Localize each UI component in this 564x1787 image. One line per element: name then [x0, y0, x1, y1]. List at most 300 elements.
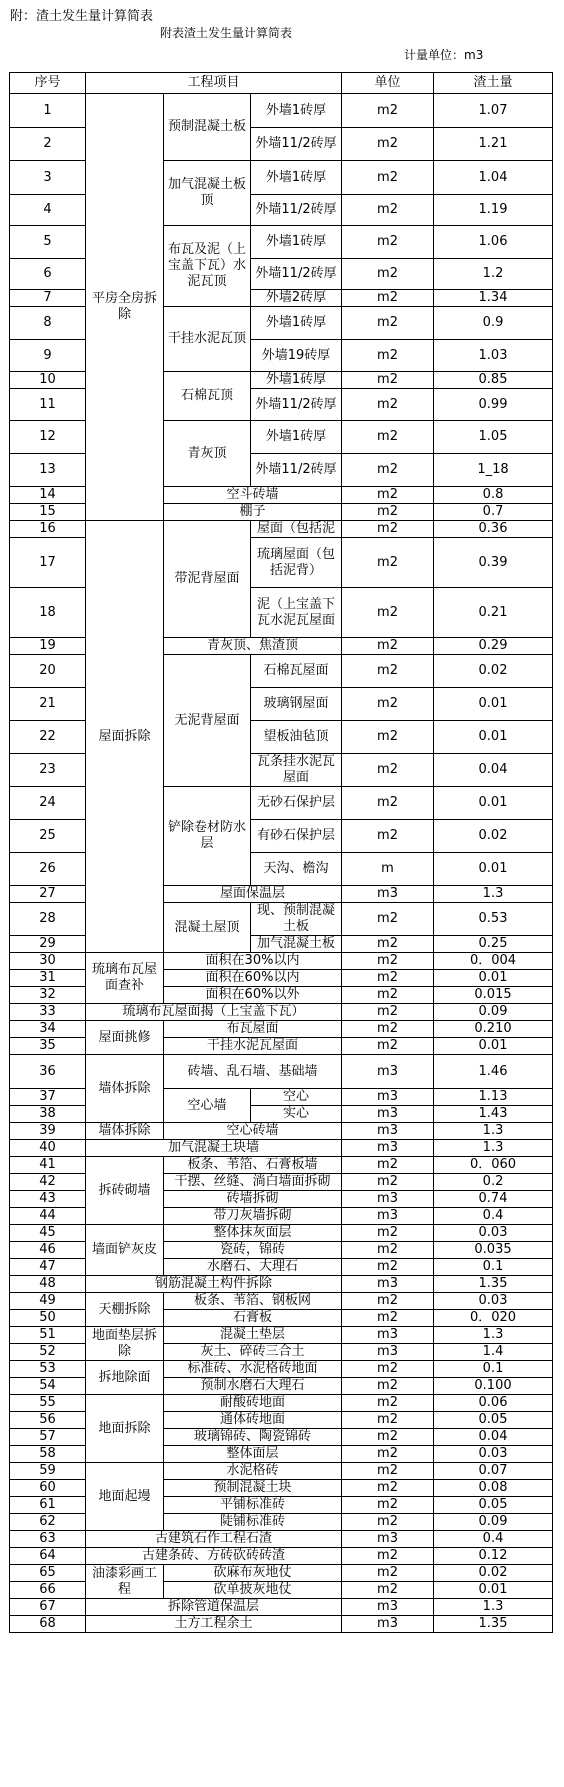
item-cell: 棚子 — [164, 504, 342, 521]
group-cell: 地面拆除 — [86, 1395, 164, 1463]
unit-cell: m2 — [342, 588, 434, 638]
unit-cell: m2 — [342, 1429, 434, 1446]
amount-cell: 1.35 — [434, 1616, 553, 1633]
amount-cell: 0.06 — [434, 1395, 553, 1412]
item-cell: 外墙11/2砖厚 — [251, 389, 342, 421]
row-number: 20 — [10, 655, 86, 688]
row-number: 27 — [10, 886, 86, 903]
row-number: 4 — [10, 195, 86, 226]
row-number: 37 — [10, 1089, 86, 1106]
amount-cell: 0.01 — [434, 1582, 553, 1599]
row-number: 17 — [10, 538, 86, 588]
row-number: 50 — [10, 1310, 86, 1327]
row-number: 11 — [10, 389, 86, 421]
amount-cell: 1.05 — [434, 421, 553, 454]
unit-cell: m2 — [342, 1463, 434, 1480]
row-number: 28 — [10, 903, 86, 936]
amount-cell: 0.01 — [434, 853, 553, 886]
unit-cell: m2 — [342, 638, 434, 655]
amount-cell: 0.09 — [434, 1514, 553, 1531]
unit-cell: m2 — [342, 259, 434, 290]
debris-table — [9, 72, 553, 1633]
amount-cell: 0.01 — [434, 688, 553, 721]
row-number: 67 — [10, 1599, 86, 1616]
row-number: 8 — [10, 307, 86, 340]
unit-cell: m2 — [342, 290, 434, 307]
row-number: 46 — [10, 1242, 86, 1259]
unit-cell: m3 — [342, 1055, 434, 1089]
item-cell: 有砂石保护层 — [251, 820, 342, 853]
table-row — [10, 1276, 553, 1293]
unit-cell: m2 — [342, 1480, 434, 1497]
unit-cell: m2 — [342, 970, 434, 987]
row-number: 26 — [10, 853, 86, 886]
amount-cell: 0．004 — [434, 953, 553, 970]
row-number: 63 — [10, 1531, 86, 1548]
unit-cell: m2 — [342, 538, 434, 588]
row-number: 6 — [10, 259, 86, 290]
table-row — [10, 1140, 553, 1157]
amount-cell: 0.02 — [434, 655, 553, 688]
amount-cell: 0.12 — [434, 1548, 553, 1565]
amount-cell: 0.03 — [434, 1225, 553, 1242]
unit-cell: m2 — [342, 521, 434, 538]
item-cell: 古建筑石作工程石渣 — [86, 1531, 342, 1548]
unit-cell: m2 — [342, 655, 434, 688]
amount-cell: 0.8 — [434, 487, 553, 504]
sub-cell: 带泥背屋面 — [164, 521, 251, 638]
row-number: 60 — [10, 1480, 86, 1497]
unit-cell: m2 — [342, 1242, 434, 1259]
header-no: 序号 — [10, 73, 86, 94]
item-cell: 加气混凝土板 — [251, 936, 342, 953]
unit-cell: m3 — [342, 1208, 434, 1225]
amount-cell: 0.99 — [434, 389, 553, 421]
group-cell: 平房全房拆除 — [86, 94, 164, 521]
unit-cell: m2 — [342, 1038, 434, 1055]
sub-cell: 无泥背屋面 — [164, 655, 251, 787]
item-cell: 干挂水泥瓦屋面 — [164, 1038, 342, 1055]
row-number: 31 — [10, 970, 86, 987]
item-cell: 砍麻布灰地仗 — [164, 1565, 342, 1582]
item-cell: 外墙2砖厚 — [251, 290, 342, 307]
row-number: 19 — [10, 638, 86, 655]
amount-cell: 1.13 — [434, 1089, 553, 1106]
amount-cell: 1.07 — [434, 94, 553, 128]
amount-cell: 1.3 — [434, 1140, 553, 1157]
amount-cell: 0.1 — [434, 1361, 553, 1378]
item-cell: 砍单披灰地仗 — [164, 1582, 342, 1599]
unit-cell: m2 — [342, 1225, 434, 1242]
amount-cell: 0.07 — [434, 1463, 553, 1480]
amount-cell: 0.02 — [434, 820, 553, 853]
table-row — [10, 521, 553, 538]
item-cell: 望板油毡顶 — [251, 721, 342, 754]
item-cell: 整体抹灰面层 — [164, 1225, 342, 1242]
row-number: 29 — [10, 936, 86, 953]
amount-cell: 1.03 — [434, 340, 553, 372]
unit-cell: m2 — [342, 1514, 434, 1531]
amount-cell: 0.29 — [434, 638, 553, 655]
amount-cell: 0.03 — [434, 1446, 553, 1463]
group-cell: 地面垫层拆除 — [86, 1327, 164, 1361]
amount-cell: 0.85 — [434, 372, 553, 389]
amount-cell: 0.1 — [434, 1259, 553, 1276]
unit-cell: m2 — [342, 1565, 434, 1582]
unit-cell: m2 — [342, 688, 434, 721]
amount-cell: 0.01 — [434, 721, 553, 754]
unit-cell: m2 — [342, 1259, 434, 1276]
sub-cell: 干挂水泥瓦顶 — [164, 307, 251, 372]
amount-cell: 1.04 — [434, 161, 553, 195]
item-cell: 天沟、檐沟 — [251, 853, 342, 886]
amount-cell: 1_18 — [434, 454, 553, 487]
unit-cell: m2 — [342, 1021, 434, 1038]
amount-cell: 1.4 — [434, 1344, 553, 1361]
unit-cell: m2 — [342, 1004, 434, 1021]
item-cell: 通体砖地面 — [164, 1412, 342, 1429]
sub-cell: 预制混凝土板 — [164, 94, 251, 161]
item-cell: 外墙11/2砖厚 — [251, 128, 342, 161]
sub-cell: 青灰顶 — [164, 421, 251, 487]
row-number: 30 — [10, 953, 86, 970]
unit-cell: m2 — [342, 307, 434, 340]
table-row — [10, 1021, 553, 1038]
table-row — [10, 94, 553, 128]
pre-title: 附：渣土发生量计算简表 — [10, 9, 154, 24]
amount-cell: 0.03 — [434, 1293, 553, 1310]
row-number: 40 — [10, 1140, 86, 1157]
amount-cell: 0.4 — [434, 1208, 553, 1225]
unit-cell: m2 — [342, 754, 434, 787]
amount-cell: 0.74 — [434, 1191, 553, 1208]
table-row — [10, 1463, 553, 1480]
unit-cell: m2 — [342, 936, 434, 953]
unit-cell: m3 — [342, 1276, 434, 1293]
item-cell: 玻璃钢屋面 — [251, 688, 342, 721]
item-cell: 预制水磨石大理石 — [164, 1378, 342, 1395]
unit-cell: m2 — [342, 787, 434, 820]
row-number: 23 — [10, 754, 86, 787]
sub-cell: 混凝土屋顶 — [164, 903, 251, 953]
sub-cell: 铲除卷材防水层 — [164, 787, 251, 886]
row-number: 55 — [10, 1395, 86, 1412]
unit-cell: m2 — [342, 987, 434, 1004]
item-cell: 石膏板 — [164, 1310, 342, 1327]
row-number: 21 — [10, 688, 86, 721]
row-number: 44 — [10, 1208, 86, 1225]
amount-cell: 0.25 — [434, 936, 553, 953]
sub-cell: 布瓦及泥（上宝盖下瓦）水泥瓦顶 — [164, 226, 251, 307]
unit-cell: m2 — [342, 1446, 434, 1463]
table-row — [10, 1225, 553, 1242]
amount-cell: 0.36 — [434, 521, 553, 538]
row-number: 24 — [10, 787, 86, 820]
table-row — [10, 1004, 553, 1021]
item-cell: 无砂石保护层 — [251, 787, 342, 820]
item-cell: 水泥格砖 — [164, 1463, 342, 1480]
amount-cell: 0．020 — [434, 1310, 553, 1327]
header-row — [10, 73, 553, 94]
item-cell: 干摆、丝缝、淌白墙面拆砌 — [164, 1174, 342, 1191]
row-number: 16 — [10, 521, 86, 538]
unit-cell: m2 — [342, 340, 434, 372]
unit-cell: m2 — [342, 504, 434, 521]
row-number: 53 — [10, 1361, 86, 1378]
row-number: 25 — [10, 820, 86, 853]
table-row — [10, 1395, 553, 1412]
amount-cell: 1.21 — [434, 128, 553, 161]
group-cell: 拆地除面 — [86, 1361, 164, 1395]
item-cell: 陡铺标准砖 — [164, 1514, 342, 1531]
amount-cell: 0.4 — [434, 1531, 553, 1548]
item-cell: 外墙1砖厚 — [251, 226, 342, 259]
amount-cell: 0.21 — [434, 588, 553, 638]
unit-cell: m3 — [342, 1191, 434, 1208]
item-cell: 预制混凝土块 — [164, 1480, 342, 1497]
amount-cell: 1.19 — [434, 195, 553, 226]
row-number: 45 — [10, 1225, 86, 1242]
table-row — [10, 953, 553, 970]
row-number: 51 — [10, 1327, 86, 1344]
item-cell: 加气混凝土块墙 — [86, 1140, 342, 1157]
amount-cell: 0.210 — [434, 1021, 553, 1038]
item-cell: 瓷砖，锦砖 — [164, 1242, 342, 1259]
unit-cell: m2 — [342, 161, 434, 195]
row-number: 52 — [10, 1344, 86, 1361]
unit-cell: m2 — [342, 1378, 434, 1395]
unit-cell: m3 — [342, 1327, 434, 1344]
row-number: 39 — [10, 1123, 86, 1140]
group-cell: 琉璃布瓦屋面查补 — [86, 953, 164, 1004]
sub-cell: 空心墙 — [164, 1089, 251, 1123]
table-title: 附表渣土发生量计算简表 — [160, 26, 293, 40]
table-row — [10, 1565, 553, 1582]
unit-cell: m3 — [342, 1089, 434, 1106]
item-cell: 外墙11/2砖厚 — [251, 195, 342, 226]
item-cell: 外墙11/2砖厚 — [251, 259, 342, 290]
table-row — [10, 1157, 553, 1174]
amount-cell: 0.05 — [434, 1497, 553, 1514]
item-cell: 外墙11/2砖厚 — [251, 454, 342, 487]
row-number: 36 — [10, 1055, 86, 1089]
unit-cell: m2 — [342, 226, 434, 259]
table-row — [10, 1616, 553, 1633]
unit-cell: m2 — [342, 1174, 434, 1191]
unit-cell: m3 — [342, 1123, 434, 1140]
item-cell: 屋面（包括泥 — [251, 521, 342, 538]
row-number: 54 — [10, 1378, 86, 1395]
item-cell: 外墙1砖厚 — [251, 421, 342, 454]
unit-cell: m2 — [342, 1293, 434, 1310]
group-cell: 墙体拆除 — [86, 1123, 164, 1140]
row-number: 61 — [10, 1497, 86, 1514]
group-cell: 油漆彩画工程 — [86, 1565, 164, 1599]
item-cell: 拆除管道保温层 — [86, 1599, 342, 1616]
item-cell: 面积在60%以外 — [164, 987, 342, 1004]
amount-cell: 0.04 — [434, 754, 553, 787]
item-cell: 钢筋混凝土构件拆除 — [86, 1276, 342, 1293]
row-number: 14 — [10, 487, 86, 504]
unit-cell: m — [342, 853, 434, 886]
item-cell: 混凝土垫层 — [164, 1327, 342, 1344]
group-cell: 墙面铲灰皮 — [86, 1225, 164, 1276]
row-number: 35 — [10, 1038, 86, 1055]
row-number: 66 — [10, 1582, 86, 1599]
row-number: 13 — [10, 454, 86, 487]
table-row — [10, 1123, 553, 1140]
amount-cell: 0.04 — [434, 1429, 553, 1446]
row-number: 41 — [10, 1157, 86, 1174]
item-cell: 现、预制混凝土板 — [251, 903, 342, 936]
unit-cell: m3 — [342, 1616, 434, 1633]
sub-cell: 石棉瓦顶 — [164, 372, 251, 421]
unit-cell: m2 — [342, 1548, 434, 1565]
item-cell: 石棉瓦屋面 — [251, 655, 342, 688]
row-number: 10 — [10, 372, 86, 389]
item-cell: 瓦条挂水泥瓦屋面 — [251, 754, 342, 787]
item-cell: 面积在60%以内 — [164, 970, 342, 987]
row-number: 1 — [10, 94, 86, 128]
row-number: 2 — [10, 128, 86, 161]
table-row — [10, 1327, 553, 1344]
row-number: 65 — [10, 1565, 86, 1582]
amount-cell: 0．060 — [434, 1157, 553, 1174]
unit-cell: m2 — [342, 128, 434, 161]
unit-cell: m3 — [342, 1531, 434, 1548]
amount-cell: 0.05 — [434, 1412, 553, 1429]
amount-cell: 0.39 — [434, 538, 553, 588]
amount-cell: 0.035 — [434, 1242, 553, 1259]
group-cell: 天棚拆除 — [86, 1293, 164, 1327]
amount-cell: 1.2 — [434, 259, 553, 290]
unit-cell: m2 — [342, 903, 434, 936]
unit-cell: m2 — [342, 1582, 434, 1599]
row-number: 42 — [10, 1174, 86, 1191]
row-number: 5 — [10, 226, 86, 259]
item-cell: 平铺标准砖 — [164, 1497, 342, 1514]
amount-cell: 0.01 — [434, 787, 553, 820]
amount-cell: 0.09 — [434, 1004, 553, 1021]
unit-cell: m2 — [342, 195, 434, 226]
row-number: 18 — [10, 588, 86, 638]
row-number: 47 — [10, 1259, 86, 1276]
amount-cell: 1.3 — [434, 1599, 553, 1616]
row-number: 22 — [10, 721, 86, 754]
amount-cell: 0.015 — [434, 987, 553, 1004]
row-number: 15 — [10, 504, 86, 521]
unit-cell: m2 — [342, 820, 434, 853]
item-cell: 外墙1砖厚 — [251, 372, 342, 389]
item-cell: 面积在30%以内 — [164, 953, 342, 970]
group-cell: 拆砖砌墙 — [86, 1157, 164, 1225]
item-cell: 砖墙拆砌 — [164, 1191, 342, 1208]
group-cell: 屋面拆除 — [86, 521, 164, 953]
row-number: 57 — [10, 1429, 86, 1446]
amount-cell: 0.53 — [434, 903, 553, 936]
amount-cell: 0.08 — [434, 1480, 553, 1497]
row-number: 49 — [10, 1293, 86, 1310]
group-cell: 墙体拆除 — [86, 1055, 164, 1123]
item-cell: 整体面层 — [164, 1446, 342, 1463]
row-number: 33 — [10, 1004, 86, 1021]
table-row — [10, 1361, 553, 1378]
unit-cell: m2 — [342, 372, 434, 389]
row-number: 38 — [10, 1106, 86, 1123]
unit-cell: m2 — [342, 1157, 434, 1174]
item-cell: 耐酸砖地面 — [164, 1395, 342, 1412]
group-cell: 地面起墁 — [86, 1463, 164, 1531]
item-cell: 琉璃屋面（包括泥背） — [251, 538, 342, 588]
amount-cell: 1.06 — [434, 226, 553, 259]
amount-cell: 1.35 — [434, 1276, 553, 1293]
item-cell: 青灰顶、焦渣顶 — [164, 638, 342, 655]
unit-cell: m2 — [342, 1412, 434, 1429]
item-cell: 布瓦屋面 — [164, 1021, 342, 1038]
table-row — [10, 1293, 553, 1310]
amount-cell: 1.3 — [434, 1327, 553, 1344]
header-amount: 渣土量 — [434, 73, 553, 94]
item-cell: 板条、苇箔、石膏板墙 — [164, 1157, 342, 1174]
row-number: 32 — [10, 987, 86, 1004]
unit-cell: m2 — [342, 454, 434, 487]
group-cell: 屋面挑修 — [86, 1021, 164, 1055]
amount-cell: 1.3 — [434, 1123, 553, 1140]
amount-cell: 0.9 — [434, 307, 553, 340]
item-cell: 土方工程余土 — [86, 1616, 342, 1633]
item-cell: 外墙1砖厚 — [251, 307, 342, 340]
row-number: 34 — [10, 1021, 86, 1038]
item-cell: 带刀灰墙拆砌 — [164, 1208, 342, 1225]
unit-cell: m3 — [342, 1599, 434, 1616]
unit-cell: m2 — [342, 1497, 434, 1514]
item-cell: 屋面保温层 — [164, 886, 342, 903]
row-number: 64 — [10, 1548, 86, 1565]
row-number: 58 — [10, 1446, 86, 1463]
item-cell: 琉璃布瓦屋面揭（上宝盖下瓦） — [86, 1004, 342, 1021]
unit-cell: m3 — [342, 1140, 434, 1157]
unit-cell: m3 — [342, 1106, 434, 1123]
item-cell: 外墙19砖厚 — [251, 340, 342, 372]
item-cell: 外墙1砖厚 — [251, 161, 342, 195]
unit-cell: m2 — [342, 721, 434, 754]
amount-cell: 0.02 — [434, 1565, 553, 1582]
unit-cell: m2 — [342, 389, 434, 421]
item-cell: 灰土、碎砖三合土 — [164, 1344, 342, 1361]
unit-cell: m2 — [342, 1361, 434, 1378]
item-cell: 水磨石、大理石 — [164, 1259, 342, 1276]
amount-cell: 1.43 — [434, 1106, 553, 1123]
unit-cell: m2 — [342, 421, 434, 454]
unit-cell: m2 — [342, 953, 434, 970]
item-cell: 标准砖、水泥格砖地面 — [164, 1361, 342, 1378]
amount-cell: 0.7 — [434, 504, 553, 521]
table-row — [10, 1055, 553, 1089]
amount-cell: 1.34 — [434, 290, 553, 307]
row-number: 56 — [10, 1412, 86, 1429]
row-number: 59 — [10, 1463, 86, 1480]
unit-cell: m3 — [342, 886, 434, 903]
row-number: 7 — [10, 290, 86, 307]
amount-cell: 0.100 — [434, 1378, 553, 1395]
item-cell: 板条、苇箔、钢板网 — [164, 1293, 342, 1310]
amount-cell: 1.3 — [434, 886, 553, 903]
row-number: 9 — [10, 340, 86, 372]
row-number: 68 — [10, 1616, 86, 1633]
item-cell: 实心 — [251, 1106, 342, 1123]
unit-cell: m2 — [342, 487, 434, 504]
item-cell: 空心砖墙 — [164, 1123, 342, 1140]
